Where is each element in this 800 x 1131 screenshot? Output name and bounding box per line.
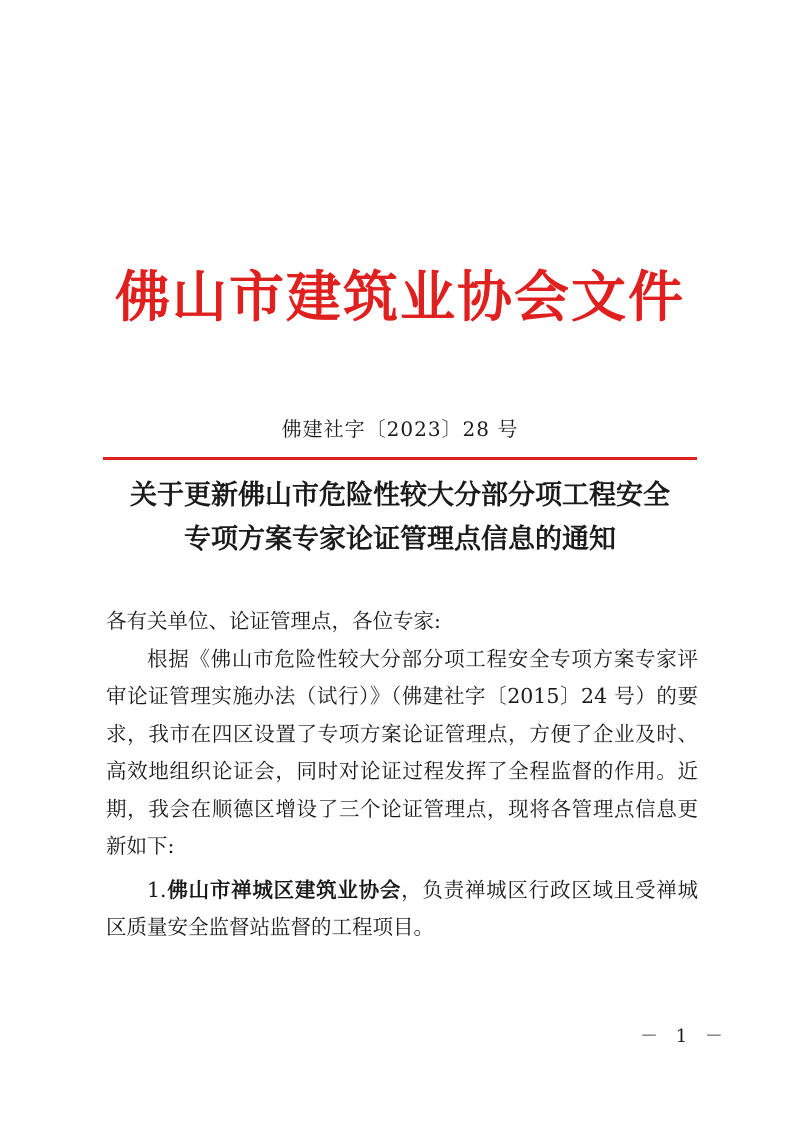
document-body — [106, 603, 698, 947]
list-item-1-org-name: 佛山市禅城区建筑业协会 — [166, 877, 402, 902]
salutation: 各有关单位、论证管理点，各位专家: — [106, 609, 441, 633]
document-number: 佛建社字〔2023〕28 号 — [281, 417, 519, 441]
document-title-line-2: 专项方案专家论证管理点信息的通知 — [184, 524, 616, 555]
list-item-1-number: 1. — [147, 877, 167, 902]
document-title-line-1: 关于更新佛山市危险性较大分部分项工程安全 — [130, 480, 670, 511]
body-paragraph-1: 根据《佛山市危险性较大分部分项工程安全专项方案专家评审论证管理实施办法（试行）》（佛建社字〔2015〕24 号）的要求，我市在四区设置了专项方案论证管理点，方便了企业及时、高效地组织论证会，同时对论证过程发挥了全程监督的作用。近期，我会在顺德区增设了三个论证管理点，现将各管理点信息更新如下: — [106, 646, 698, 858]
red-divider-line — [103, 457, 697, 460]
page-number: － 1 － — [640, 1026, 729, 1047]
list-item-1-text: ，负责禅城区行政区域且受禅城区质量安全监督站监督的工程项目。 — [106, 877, 699, 939]
list-item-1 — [106, 872, 698, 947]
org-header-title: 佛山市建筑业协会文件 — [114, 265, 685, 329]
document-title — [60, 474, 740, 562]
